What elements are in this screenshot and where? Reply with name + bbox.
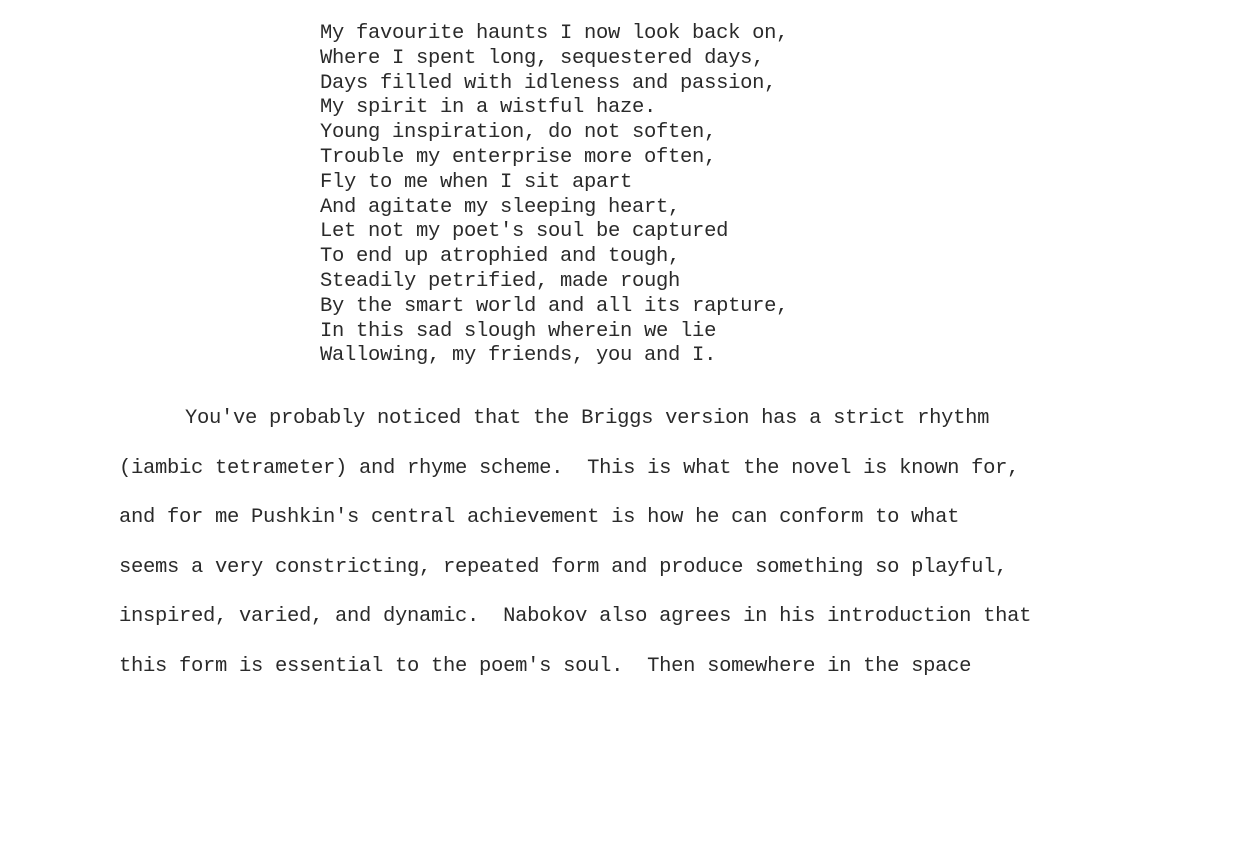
poem-line: Trouble my enterprise more often,	[320, 145, 717, 169]
prose-line: You've probably noticed that the Briggs version has a strict rhythm	[185, 407, 990, 430]
poem-line: My favourite haunts I now look back on,	[320, 22, 789, 45]
poem-line: And agitate my sleeping heart,	[320, 195, 681, 219]
poem-line: Let not my poet's soul be captured	[320, 220, 729, 244]
poem-line: Wallowing, my friends, you and I.	[320, 344, 717, 368]
poem-stanza	[320, 22, 788, 369]
poem-line: Young inspiration, do not soften,	[320, 121, 717, 145]
poem-line: Where I spent long, sequestered days,	[320, 46, 765, 70]
prose-line: this form is essential to the poem's soul. Then somewhere in the space	[119, 654, 972, 678]
prose-line: (iambic tetrameter) and rhyme scheme. This is what the novel is known for,	[119, 456, 1020, 480]
poem-line: Fly to me when I sit apart	[320, 170, 633, 194]
prose-paragraph	[119, 394, 1031, 692]
prose-line: inspired, varied, and dynamic. Nabokov also agrees in his introduction that	[119, 605, 1032, 629]
prose-line: and for me Pushkin's central achievement is how he can conform to what	[119, 506, 960, 530]
prose-line: seems a very constricting, repeated form and produce something so playful,	[119, 555, 1008, 579]
poem-line: Days filled with idleness and passion,	[320, 71, 777, 95]
poem-line: My spirit in a wistful haze.	[320, 96, 657, 120]
poem-line: By the smart world and all its rapture,	[320, 294, 789, 318]
poem-line: Steadily petrified, made rough	[320, 269, 681, 293]
poem-line: In this sad slough wherein we lie	[320, 319, 717, 343]
poem-line: To end up atrophied and tough,	[320, 245, 681, 269]
